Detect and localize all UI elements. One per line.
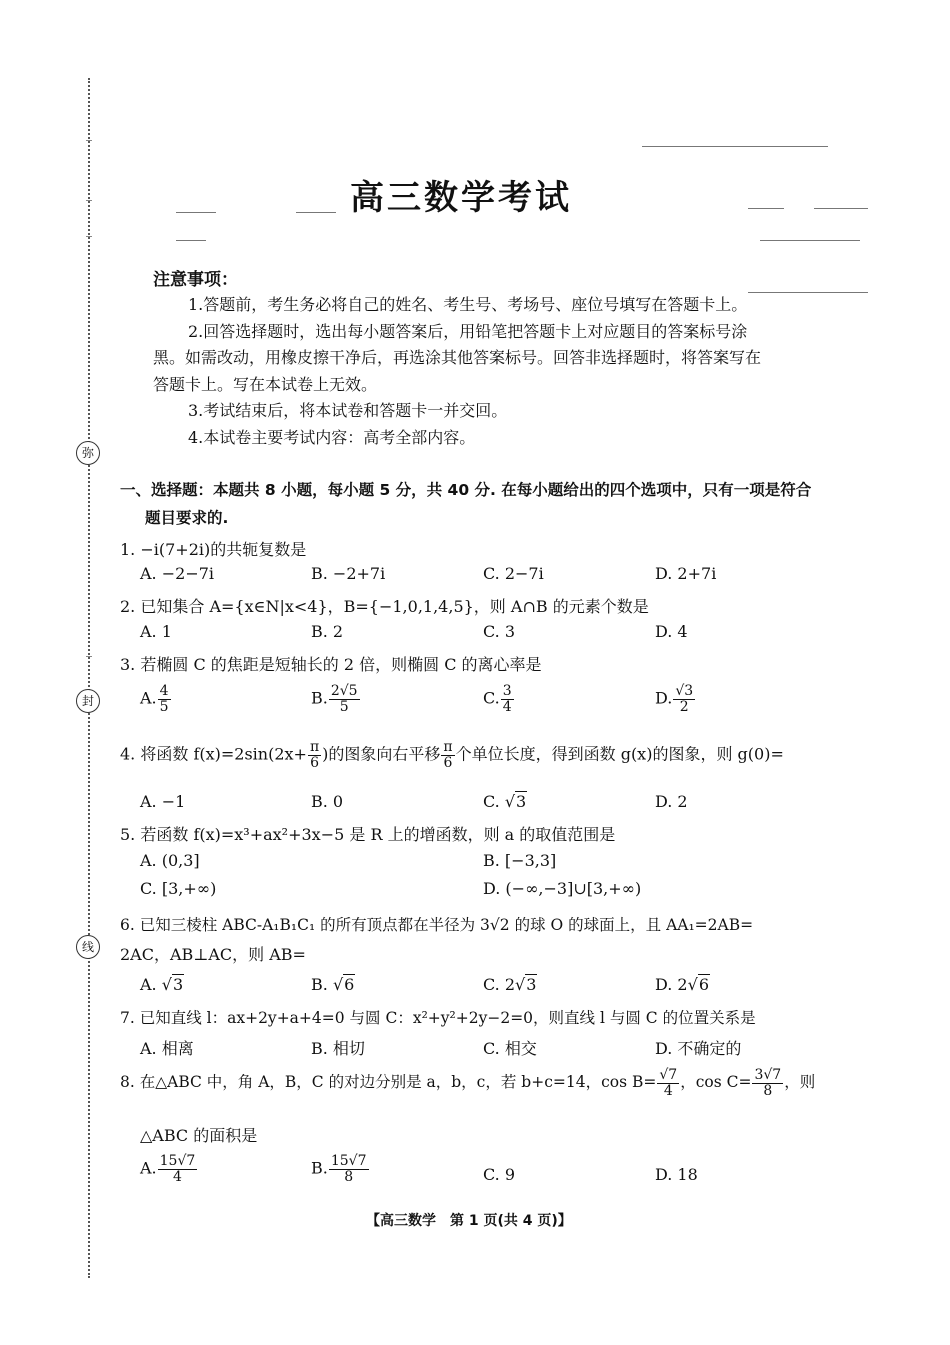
notice-item-3: 3.考试结束后，将本试卷和答题卡一并交回。 bbox=[188, 401, 508, 420]
q4-option-a: A. −1 bbox=[140, 792, 186, 811]
q8-stem-part-3: ，则 bbox=[784, 1073, 816, 1092]
numerator: 2√5 bbox=[330, 683, 358, 699]
q3-option-c-fraction bbox=[501, 684, 514, 714]
q4-option-c-label: C. bbox=[483, 792, 505, 811]
q5-option-b: B. [−3,3] bbox=[483, 851, 557, 870]
q3-option-b-label: B. bbox=[311, 688, 328, 708]
binding-line bbox=[88, 78, 90, 1278]
denominator: 4 bbox=[502, 698, 512, 715]
notice-item-2-line-1: 2.回答选择题时，选出每小题答案后，用铅笔把答题卡上对应题目的答案标号涂 bbox=[188, 322, 748, 341]
numerator: 4 bbox=[159, 683, 169, 699]
numerator: 3√7 bbox=[754, 1067, 782, 1083]
denominator: 5 bbox=[339, 698, 349, 715]
decor-stroke bbox=[296, 212, 336, 213]
q3-option-b-fraction bbox=[329, 684, 360, 714]
q4-stem-part-2: )的图象向右平移 bbox=[322, 744, 441, 764]
decor-stroke bbox=[748, 292, 868, 293]
q6-option-a: A. √3 bbox=[140, 975, 184, 994]
q8-option-a-fraction bbox=[158, 1154, 198, 1184]
radicand: 6 bbox=[344, 975, 355, 994]
q4-stem-part-1: 4. 将函数 f(x)=2sin(2x+ bbox=[120, 744, 307, 764]
q4-stem bbox=[120, 740, 784, 770]
notice-item-4: 4.本试卷主要考试内容：高考全部内容。 bbox=[188, 428, 476, 447]
q2-option-d: D. 4 bbox=[655, 622, 688, 641]
q5-option-d: D. (−∞,−3]∪[3,+∞) bbox=[483, 879, 642, 898]
q6-option-a-label: A. bbox=[140, 975, 162, 994]
numerator: √7 bbox=[659, 1067, 678, 1083]
q6-option-b: B. √6 bbox=[311, 975, 355, 994]
q3-option-d-label: D. bbox=[655, 688, 673, 708]
q2-option-c: C. 3 bbox=[483, 622, 516, 641]
q7-option-c: C. 相交 bbox=[483, 1039, 537, 1058]
q8-stem-part-2: ，cos C= bbox=[680, 1073, 752, 1092]
q7-option-a: A. 相离 bbox=[140, 1039, 194, 1058]
numerator: π bbox=[443, 739, 453, 755]
q1-option-b: B. −2+7i bbox=[311, 564, 386, 583]
q6-option-d-label: D. 2 bbox=[655, 975, 688, 994]
denominator: 6 bbox=[443, 754, 453, 771]
q7-option-d: D. 不确定的 bbox=[655, 1039, 742, 1058]
q8-option-b bbox=[311, 1154, 370, 1184]
q3-option-a-label: A. bbox=[140, 688, 157, 708]
decor-stroke bbox=[176, 212, 216, 213]
q4-option-d: D. 2 bbox=[655, 792, 688, 811]
decor-stroke bbox=[814, 208, 868, 209]
q6-stem-line-2: 2AC，AB⊥AC，则 AB= bbox=[120, 945, 306, 964]
q1-option-d: D. 2+7i bbox=[655, 564, 717, 583]
q1-option-a: A. −2−7i bbox=[140, 564, 215, 583]
q3-option-c-label: C. bbox=[483, 688, 500, 708]
q3-stem: 3. 若椭圆 C 的焦距是短轴长的 2 倍，则椭圆 C 的离心率是 bbox=[120, 655, 542, 674]
page-footer: 【高三数学 第 1 页(共 4 页)】 bbox=[366, 1213, 572, 1229]
q2-option-a: A. 1 bbox=[140, 622, 172, 641]
denominator: 4 bbox=[173, 1168, 182, 1185]
q4-option-b: B. 0 bbox=[311, 792, 344, 811]
q3-option-c bbox=[483, 684, 515, 714]
radicand: 3 bbox=[516, 792, 527, 811]
q3-option-a bbox=[140, 684, 172, 714]
margin-tick bbox=[86, 200, 92, 201]
page-title: 高三数学考试 bbox=[350, 178, 572, 218]
q1-option-c: C. 2−7i bbox=[483, 564, 544, 583]
q3-option-d bbox=[655, 684, 696, 714]
section-heading-line-1: 一、选择题：本题共 8 小题，每小题 5 分，共 40 分. 在每小题给出的四个选项中，只有一项是符合 bbox=[120, 481, 812, 499]
denominator: 6 bbox=[310, 754, 320, 771]
q7-option-b: B. 相切 bbox=[311, 1039, 365, 1058]
cos-b-fraction bbox=[657, 1068, 679, 1098]
decor-stroke bbox=[748, 208, 784, 209]
q6-option-d: D. 2√6 bbox=[655, 975, 709, 994]
q5-option-a: A. (0,3] bbox=[140, 851, 200, 870]
q8-stem-line-2: △ABC 的面积是 bbox=[140, 1126, 258, 1145]
numerator: π bbox=[309, 739, 320, 755]
seal-mark-mi: 弥 bbox=[76, 441, 100, 465]
notice-heading: 注意事项： bbox=[153, 270, 238, 290]
decor-stroke bbox=[176, 240, 206, 241]
margin-tick bbox=[86, 236, 92, 237]
q4-pi-over-6 bbox=[308, 740, 321, 770]
denominator: 4 bbox=[663, 1082, 673, 1099]
numerator: 15√7 bbox=[330, 1153, 367, 1169]
q1-stem: 1. −i(7+2i)的共轭复数是 bbox=[120, 540, 307, 559]
cos-c-fraction bbox=[752, 1068, 783, 1098]
radicand: 3 bbox=[172, 975, 184, 994]
margin-tick bbox=[86, 140, 92, 141]
denominator: 2 bbox=[679, 698, 689, 715]
q6-option-b-label: B. bbox=[311, 975, 333, 994]
q8-option-a-label: A. bbox=[140, 1158, 157, 1178]
q3-option-a-fraction bbox=[158, 684, 171, 714]
q8-option-d: D. 18 bbox=[655, 1165, 698, 1184]
q4-option-c: C. √3 bbox=[483, 792, 527, 811]
q4-shift-fraction bbox=[441, 740, 454, 770]
seal-mark-xian: 线 bbox=[76, 935, 100, 959]
q7-stem: 7. 已知直线 l：ax+2y+a+4=0 与圆 C：x²+y²+2y−2=0，则直线 l 与圆 C 的位置关系是 bbox=[120, 1009, 756, 1027]
numerator: √3 bbox=[675, 683, 694, 699]
radicand: 3 bbox=[526, 975, 537, 994]
q6-stem-line-1: 6. 已知三棱柱 ABC-A₁B₁C₁ 的所有顶点都在半径为 3√2 的球 O 的球面上，且 AA₁=2AB= bbox=[120, 916, 754, 934]
notice-item-2-line-2: 黑。如需改动，用橡皮擦干净后，再选涂其他答案标号。回答非选择题时，将答案写在 bbox=[153, 348, 762, 367]
q8-option-b-label: B. bbox=[311, 1158, 328, 1178]
q8-option-b-fraction bbox=[329, 1154, 369, 1184]
seal-mark-feng: 封 bbox=[76, 689, 100, 713]
numerator: 15√7 bbox=[159, 1153, 196, 1169]
q6-option-c-label: C. 2 bbox=[483, 975, 516, 994]
denominator: 8 bbox=[763, 1082, 773, 1099]
radicand: 6 bbox=[698, 975, 709, 994]
q5-stem: 5. 若函数 f(x)=x³+ax²+3x−5 是 R 上的增函数，则 a 的取值范围是 bbox=[120, 825, 616, 844]
margin-tick bbox=[86, 656, 92, 657]
decor-stroke bbox=[642, 146, 828, 147]
decor-stroke bbox=[760, 240, 860, 241]
q2-option-b: B. 2 bbox=[311, 622, 344, 641]
notice-item-2-line-3: 答题卡上。写在本试卷上无效。 bbox=[153, 375, 378, 394]
q4-stem-part-3: 个单位长度，得到函数 g(x)的图象，则 g(0)= bbox=[455, 744, 784, 764]
numerator: 3 bbox=[502, 683, 512, 699]
q8-stem-part-1: 8. 在△ABC 中，角 A，B，C 的对边分别是 a，b，c，若 b+c=14，cos B= bbox=[120, 1073, 657, 1092]
q8-option-c: C. 9 bbox=[483, 1165, 516, 1184]
denominator: 8 bbox=[344, 1168, 354, 1185]
q3-option-d-fraction bbox=[673, 684, 695, 714]
q5-option-c: C. [3,+∞) bbox=[140, 879, 217, 898]
section-heading-line-2: 题目要求的. bbox=[145, 509, 229, 527]
notice-item-1: 1.答题前，考生务必将自己的姓名、考生号、考场号、座位号填写在答题卡上。 bbox=[188, 295, 748, 314]
q8-option-a bbox=[140, 1154, 198, 1184]
q6-option-c: C. 2√3 bbox=[483, 975, 537, 994]
q2-stem: 2. 已知集合 A={x∈N|x<4}，B={−1,0,1,4,5}，则 A∩B 的元素个数是 bbox=[120, 597, 649, 616]
q8-stem-line-1 bbox=[120, 1068, 815, 1098]
q3-option-b bbox=[311, 684, 361, 714]
denominator: 5 bbox=[159, 698, 169, 715]
